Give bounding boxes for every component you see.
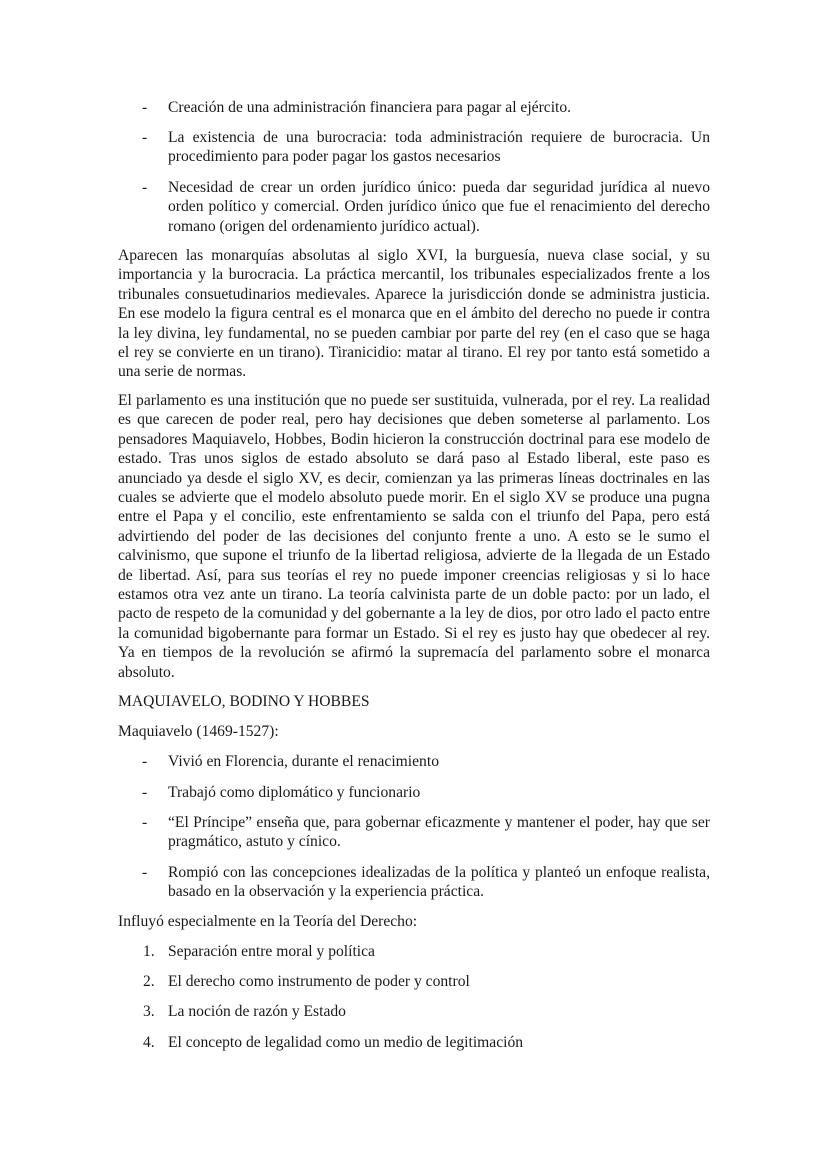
item-number: 2. [143, 973, 155, 990]
list-item-text: El concepto de legalidad como un medio de legitimación [168, 1034, 524, 1051]
section-heading: MAQUIAVELO, BODINO Y HOBBES [118, 693, 370, 710]
list-item [118, 783, 710, 802]
list-item-text: “El Príncipe” enseña que, para gobernar eficazmente y mantener el poder, hay que ser pragmático, astuto y cínico. [168, 814, 710, 851]
numbered-item [118, 942, 710, 961]
list-item [118, 128, 710, 167]
item-number: 3. [143, 1003, 155, 1020]
paragraph: El parlamento es una institución que no puede ser sustituida, vulnerada, por el rey. La realidad es que carecen de poder real, pero hay decisiones que deben someterse al parlamento. Los pensadores Maquiavelo, Hobbes, Bodin hicieron la construcción doctrinal para ese modelo de estado. Tras unos siglos de estado absoluto se dará paso al Estado liberal, este paso es anunciado ya desde el siglo XV, es decir, comienzan ya las primeras líneas doctrinales en las cuales se advierte que el modelo absoluto puede morir. En el siglo XV se produce una pugna entre el Papa y el concilio, este enfrentamiento se salda con el triunfo del Papa, pero está advirtiendo del poder de las decisiones del conjunto frente a uno. A esto se le sumo el calvinismo, que supone el triunfo de la libertad religiosa, advierte de la llegada de un Estado de libertad. Así, para sus teorías el rey no puede imponer creencias religiosas y si lo hace estamos otra vez ante un tirano. La teoría calvinista parte de un doble pacto: por un lado, el pacto de respeto de la comunidad y del gobernante a la ley de dios, por otro lado el pacto entre la comunidad bigobernante para formar un Estado. Si el rey es justo hay que obedecer al rey. Ya en tiempos de la revolución se afirmó la supremacía del parlamento sobre el monarca absoluto. [118, 392, 710, 681]
list-item [118, 178, 710, 236]
bullet-marker: - [142, 179, 148, 196]
bullet-marker: - [142, 753, 148, 770]
item-number: 4. [143, 1034, 155, 1051]
list-item-text: Vivió en Florencia, durante el renacimiento [168, 753, 439, 770]
numbered-item [118, 972, 710, 991]
paragraph: Influyó especialmente en la Teoría del Derecho: [118, 913, 418, 930]
list-item-text: Trabajó como diplomático y funcionario [168, 784, 421, 801]
bullet-marker: - [142, 784, 148, 801]
list-item-text: La existencia de una burocracia: toda administración requiere de burocracia. Un procedimiento para poder pagar los gastos necesarios [168, 129, 710, 166]
list-item [118, 863, 710, 902]
list-item-text: La noción de razón y Estado [168, 1003, 346, 1020]
bullet-marker: - [142, 99, 148, 116]
list-item-text: Necesidad de crear un orden jurídico único: pueda dar seguridad jurídica al nuevo orden político y comercial. Orden jurídico único que fue el renacimiento del derecho romano (origen del ordenamiento jurídico actual). [168, 179, 710, 235]
list-item [118, 752, 710, 771]
numbered-item [118, 1033, 710, 1052]
bullet-marker: - [142, 864, 148, 881]
list-item-text: Rompió con las concepciones idealizadas de la política y planteó un enfoque realista, basado en la observación y la experiencia práctica. [168, 864, 710, 901]
bullet-marker: - [142, 814, 148, 831]
list-item [118, 98, 710, 117]
subheading: Maquiavelo (1469-1527): [118, 723, 279, 740]
item-number: 1. [143, 943, 155, 960]
list-item-text: Separación entre moral y política [168, 943, 375, 960]
bullet-marker: - [142, 129, 148, 146]
list-item-text: Creación de una administración financiera para pagar al ejército. [168, 99, 572, 116]
paragraph: Aparecen las monarquías absolutas al siglo XVI, la burguesía, nueva clase social, y su importancia y la burocracia. La práctica mercantil, los tribunales especializados frente a los tribunales consuetudinarios medievales. Aparece la jurisdicción donde se administra justicia. En ese modelo la figura central es el monarca que en el ámbito del derecho no puede ir contra la ley divina, ley fundamental, no se pueden cambiar por parte del rey (en el caso que se haga el rey se convierte en un tirano). Tiranicidio: matar al tirano. El rey por tanto está sometido a una serie de normas. [118, 247, 710, 381]
list-item-text: El derecho como instrumento de poder y control [168, 973, 470, 990]
list-item [118, 813, 710, 852]
numbered-item [118, 1002, 710, 1021]
